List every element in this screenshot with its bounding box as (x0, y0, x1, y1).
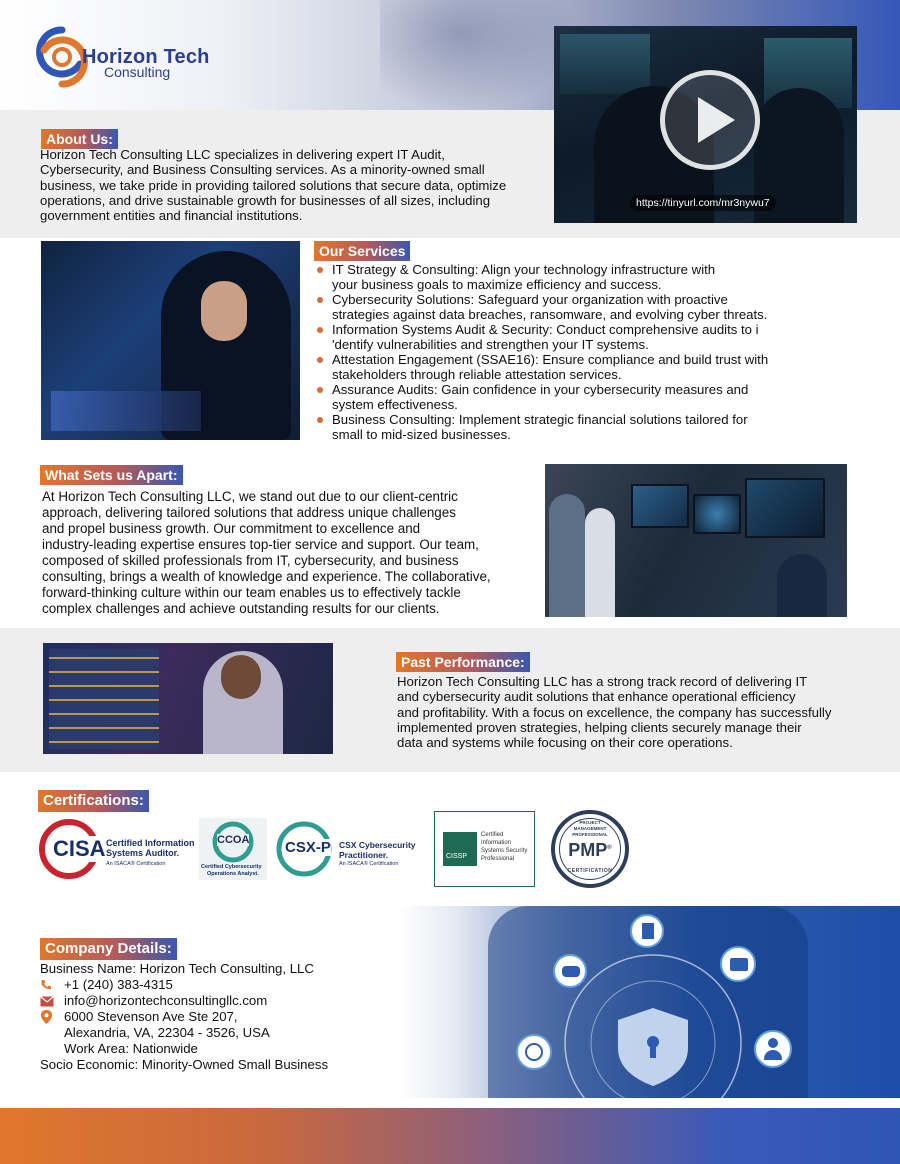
cissp-line1: Certified (481, 832, 504, 838)
about-line: government entities and financial institutions. (40, 208, 303, 224)
company-logo (34, 24, 224, 94)
person-standing (549, 494, 585, 617)
socio-economic: Socio Economic: Minority-Owned Small Business (40, 1057, 329, 1072)
pmp-abbr: PMP® (568, 840, 612, 860)
document-icon (630, 914, 664, 948)
services-label: Our Services (314, 241, 410, 261)
service-item: Information Systems Audit & Security: Conduct comprehensive audits to i 'dentify vulnerabilities and strengthen your IT systems. (314, 322, 814, 352)
globe-icon (516, 1034, 552, 1070)
csxp-line3: An ISACA® Certification (339, 861, 399, 867)
screen-globe (693, 494, 741, 534)
service-item: Cybersecurity Solutions: Safeguard your organization with proactive strategies against data breaches, ransomware, and evolving cyber threats. (314, 292, 814, 322)
csxp-line1: CSX Cybersecurity (339, 840, 416, 850)
server-lights (49, 649, 159, 749)
header-wave-decoration (380, 0, 580, 112)
performance-line: data and systems while focusing on their core operations. (397, 735, 733, 751)
monitor-screen-left (560, 34, 650, 94)
cisa-line1: Certified Information (106, 838, 195, 848)
ccoa-line1: Certified Cybersecurity (201, 864, 262, 870)
screen-large (745, 478, 825, 538)
csxp-line2: Practitioner. (339, 850, 389, 860)
apart-line: and propel business growth. Our commitment to excellence and (42, 521, 421, 536)
security-photo (398, 906, 900, 1098)
performance-line: and cybersecurity audit solutions that enhance operational efficiency (397, 689, 796, 705)
cissp-logo-block (443, 832, 477, 866)
performance-line: implemented proven strategies, helping clients securely manage their (397, 719, 802, 735)
user-icon (754, 1030, 792, 1068)
ccoa-line2: Operations Analyst. (207, 871, 259, 877)
cissp-abbr: CISSP (446, 853, 468, 860)
cisa-badge (38, 818, 198, 880)
apart-photo (545, 464, 847, 617)
service-item: IT Strategy & Consulting: Align your technology infrastructure with your business goals to maximize efficiency and success. (314, 262, 814, 292)
person-seated (777, 554, 827, 617)
apart-line: forward-thinking culture within our team enables us to effectively tackle (42, 585, 461, 600)
video-url-text[interactable]: https://tinyurl.com/mr3nywu7 (636, 197, 770, 209)
services-list (314, 262, 814, 442)
performance-line: Horizon Tech Consulting LLC has a strong track record of delivering IT (397, 674, 808, 689)
apart-text (42, 489, 542, 617)
about-line: business, we take pride in providing tailored solutions that secure data, optimize (40, 177, 507, 193)
logo-subtitle: Consulting (104, 64, 171, 80)
business-name: Business Name: Horizon Tech Consulting, LLC (40, 961, 314, 976)
company-label: Company Details: (40, 938, 177, 960)
cisa-line3: An ISACA® Certification (106, 861, 166, 867)
chat-icon (553, 954, 587, 988)
about-text (40, 147, 550, 223)
performance-label: Past Performance: (396, 652, 530, 672)
work-area: Work Area: Nationwide (64, 1041, 198, 1056)
cissp-line2: Information (481, 840, 512, 846)
face (201, 281, 247, 341)
cisa-abbr: CISA (53, 836, 106, 861)
pmp-top1: PROJECT (579, 820, 601, 825)
video-thumbnail[interactable] (554, 26, 857, 223)
ccoa-badge (199, 818, 267, 880)
email-text[interactable]: info@horizontechconsultingllc.com (64, 993, 268, 1008)
apart-line: At Horizon Tech Consulting LLC, we stand out due to our client-centric (42, 489, 458, 504)
location-pin-icon (41, 1010, 52, 1024)
folder-icon (720, 946, 756, 982)
screen-map (631, 484, 689, 528)
person-woman (585, 508, 615, 617)
csxp-badge (275, 820, 425, 878)
pmp-badge (551, 810, 629, 888)
phone-icon (40, 979, 52, 991)
address-line2: Alexandria, VA, 22304 - 3526, USA (64, 1025, 270, 1040)
about-line: operations, and drive sustainable growth for businesses of all sizes, including (40, 192, 491, 208)
about-label: About Us: (41, 129, 118, 149)
cissp-line4: Professional (481, 856, 515, 862)
csxp-abbr: CSX-P (285, 839, 331, 856)
footer-bar (0, 1108, 900, 1164)
phone-text[interactable]: +1 (240) 383-4315 (64, 977, 173, 992)
apart-line: industry-leading expertise ensures top-tier service and support. Our team, (42, 537, 479, 552)
cissp-line3: Systems Security (481, 848, 528, 854)
about-line: Horizon Tech Consulting LLC specializes in delivering expert IT Audit, (40, 147, 445, 162)
apart-line: composed of skilled professionals from IT, cybersecurity, and business (42, 553, 459, 568)
about-line: Cybersecurity, and Business Consulting services. As a minority-owned small (40, 162, 485, 178)
apart-label: What Sets us Apart: (40, 465, 183, 485)
cissp-badge (434, 811, 535, 887)
ccoa-abbr: CCOA (217, 834, 250, 846)
play-button[interactable] (660, 70, 760, 170)
apart-line: consulting, brings a wealth of knowledge and experience. The collaborative, (42, 569, 491, 584)
address-line1: 6000 Stevenson Ave Ste 207, (64, 1009, 238, 1024)
pmp-bottom: CERTIFICATION (567, 868, 613, 874)
play-icon (665, 75, 755, 165)
video-url-badge[interactable] (630, 195, 776, 211)
performance-photo (43, 643, 333, 754)
pmp-top3: PROFESSIONAL (572, 832, 608, 837)
pmp-top2: MANAGEMENT (573, 826, 607, 831)
apart-line: complex challenges and achieve outstanding results for our clients. (42, 601, 440, 616)
performance-text (397, 674, 887, 750)
mail-icon (40, 996, 54, 1007)
service-item: Attestation Engagement (SSAE16): Ensure compliance and build trust with stakeholders through reliable attestation services. (314, 352, 814, 382)
service-item: Business Consulting: Implement strategic financial solutions tailored for small to mid-sized businesses. (314, 412, 814, 442)
apart-line: approach, delivering tailored solutions that address unique challenges (42, 505, 456, 520)
certifications-label: Certifications: (38, 790, 149, 812)
service-item: Assurance Audits: Gain confidence in your cybersecurity measures and system effectiveness. (314, 382, 814, 412)
logo-title: Horizon Tech (82, 46, 210, 68)
keyboard-glow (51, 391, 201, 431)
cisa-line2: Systems Auditor. (106, 848, 180, 858)
face (221, 655, 261, 699)
services-photo (41, 241, 300, 440)
performance-line: and profitability. With a focus on excellence, the company has successfully (397, 704, 832, 720)
